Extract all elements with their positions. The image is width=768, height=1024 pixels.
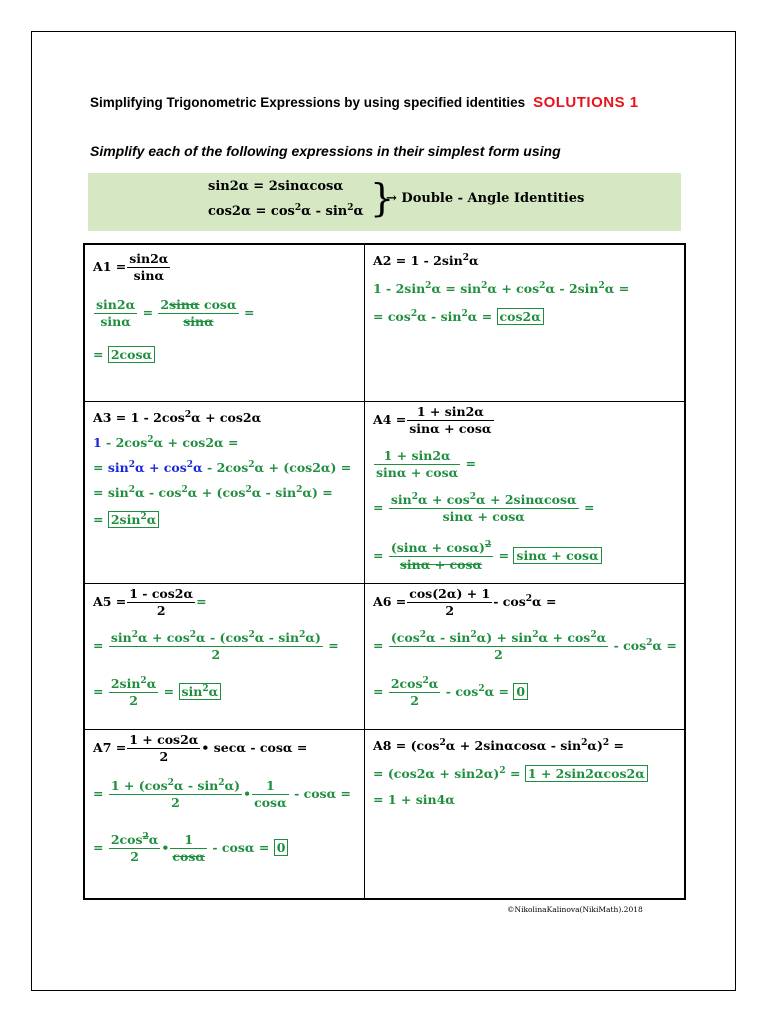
a5-answer: $\sin^2\alpha$: [179, 683, 222, 700]
a8-step2: = 1 + sin4α: [373, 792, 455, 807]
cell-a2: [365, 245, 686, 402]
instructions: Simplify each of the following expressions in their simplest form using: [90, 143, 561, 159]
a3-problem: $A3 = 1 - 2\cos^2\alpha + \cos 2\alpha$: [93, 410, 262, 425]
a5-problem: A5 = $\frac{1 - \cos 2\alpha}{2}$ =: [93, 586, 207, 618]
a3-step4: = $2\sin^2\alpha$: [93, 510, 159, 530]
a6-problem: A6 = $\frac{\cos(2\alpha) + 1}{2}$ - $\cos^2\alpha$ =: [373, 586, 557, 618]
a5-step1: = $\frac{\sin^2\alpha + \cos^2\alpha - (\cos^2\alpha - \sin^2\alpha)}{2}$ =: [93, 630, 339, 662]
a3-step1: $1 - 2\cos^2\alpha + \cos 2\alpha$ =: [93, 435, 239, 450]
a4-step2: = $\frac{\sin^2\alpha + \cos^2\alpha + 2\sin\alpha\cos\alpha}{\sin\alpha + \cos\alpha}$ =: [373, 492, 595, 524]
cell-a7: [85, 730, 365, 898]
a1-step1: $\frac{\sin 2\alpha}{\sin\alpha}$ = $\frac{\text{2sinα cosα}}{\sin\alpha}$ =: [96, 297, 255, 329]
page-title: Simplifying Trigonometric Expressions by using specified identities SOLUTIONS 1: [90, 94, 639, 111]
cell-a8: [365, 730, 686, 898]
cell-a5: [85, 584, 365, 730]
solutions-table: [83, 243, 686, 900]
brace-icon: }: [370, 176, 395, 220]
a8-problem: $A8 = (\cos^2\alpha + 2\sin\alpha\cos\alpha - \sin^2\alpha)^2$ =: [373, 738, 625, 753]
a7-answer: 0: [274, 839, 289, 856]
a1-answer: 2cosα: [108, 346, 155, 363]
a7-problem: A7 = $\frac{1 + \cos 2\alpha}{2}$ • secα - cosα =: [93, 732, 308, 764]
a7-step1: = $\frac{1 + (\cos^2\alpha - \sin^2\alpha)}{2}$ • $\frac{1}{\cos\alpha}$ - cosα =: [93, 778, 352, 810]
a3-step2: = $\sin^2\alpha + \cos^2\alpha - 2\cos^2\alpha + (\cos 2\alpha)$ =: [93, 460, 352, 475]
cell-a6: [365, 584, 686, 730]
solutions-label: SOLUTIONS 1: [533, 94, 639, 111]
a6-answer: 0: [513, 683, 528, 700]
cell-a3: [85, 402, 365, 584]
a2-step2: = $\cos^2\alpha - \sin^2\alpha = \cos 2\alpha$: [373, 307, 544, 327]
a6-step2: = $\frac{2\cos^2\alpha}{2}$ - $\cos^2\alpha = 0$: [373, 676, 528, 709]
a6-step1: = $\frac{(\cos^2\alpha - \sin^2\alpha) + \sin^2\alpha + \cos^2\alpha}{2}$ - $\cos^2\alpha$ =: [373, 630, 677, 662]
a8-step1: = $(\cos 2\alpha + \sin 2\alpha)^2 = 1 + 2\sin 2\alpha\cos 2\alpha$: [373, 764, 648, 784]
a2-answer: cos2α: [497, 308, 544, 325]
a1-step2: = 2cosα: [93, 345, 155, 365]
a1-problem: A1 = $\frac{\sin 2\alpha}{\sin\alpha}$: [93, 251, 169, 283]
cell-a1: [85, 245, 365, 402]
copyright-credit: ©NikolinaKalinova(NikiMath).2018: [507, 905, 643, 914]
a3-answer: $2\sin^2\alpha$: [108, 511, 159, 528]
identities-box: [88, 173, 681, 231]
a2-step1: $1 - 2\sin^2\alpha = \sin^2\alpha + \cos^2\alpha - 2\sin^2\alpha$ =: [373, 281, 630, 296]
identity-cos2a: $\cos 2\alpha = \cos^2\alpha - \sin^2\alpha$: [208, 203, 364, 219]
cell-a4: [365, 402, 686, 584]
a4-problem: A4 = $\frac{1 + \sin 2\alpha}{\sin\alpha + \cos\alpha}$: [373, 404, 492, 436]
a4-step1: $\frac{1 + \sin 2\alpha}{\sin\alpha + \cos\alpha}$ =: [376, 448, 477, 480]
a4-step3: = $\frac{(\sin\alpha + \cos\alpha)^2}{\sin\alpha + \cos\alpha}$ = sinα + cosα: [373, 540, 602, 573]
identity-sin2a: sin2α = 2sinαcosα: [208, 179, 344, 194]
a7-step2: = $\frac{2\cos^2\alpha}{2}$ • $\frac{1}{\cos\alpha}$ - cosα = 0: [93, 832, 288, 865]
identities-label: → Double - Angle Identities: [386, 191, 585, 206]
a8-answer: 1 + 2sin2αcos2α: [525, 765, 648, 782]
a4-answer: sinα + cosα: [513, 547, 601, 564]
a5-step2: = $\frac{2\sin^2\alpha}{2}$ = $\sin^2\alpha$: [93, 676, 221, 709]
a2-problem: $A2 = 1 - 2\sin^2\alpha$: [373, 253, 479, 268]
a3-step3: = $\sin^2\alpha - \cos^2\alpha + (\cos^2\alpha - \sin^2\alpha)$ =: [93, 485, 333, 500]
